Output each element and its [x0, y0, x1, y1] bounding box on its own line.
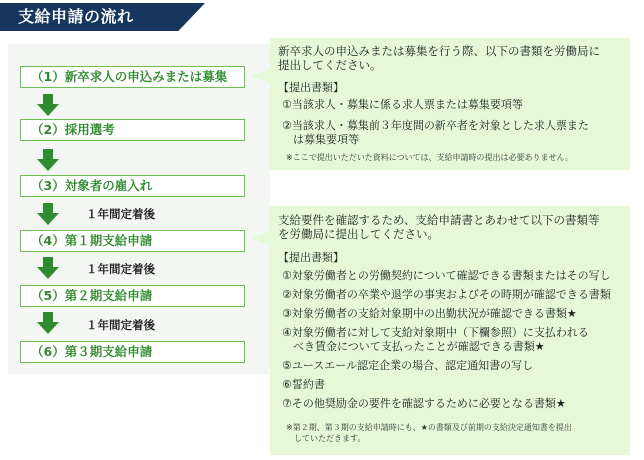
document-item: ④対象労働者に対して支給対象期中（下欄参照）に支払われる	[282, 326, 589, 339]
document-item: ⑥誓約書	[282, 378, 325, 391]
callout-note: ※ここで提出いただいた資料については、支給申請時の提出は必要ありません。	[286, 153, 574, 162]
step-5: （5）第２期支給申請	[20, 285, 245, 307]
document-item: ⑦その他奨励金の要件を確認するために必要となる書類★	[282, 397, 566, 410]
document-item-cont: は募集要項等	[282, 133, 359, 146]
callout-step-4	[270, 206, 630, 455]
document-item: ③対象労働者の支給対象期中の出勤状況が確認できる書類★	[282, 307, 577, 320]
step-4: （4）第１期支給申請	[20, 230, 245, 252]
callout-intro: 新卒求人の申込みまたは募集を行う際、以下の書類を労働局に	[278, 44, 600, 58]
callout-intro: 提出してください。	[278, 58, 382, 72]
document-item: ②当該求人・募集前３年度間の新卒者を対象とした求人票また	[282, 119, 589, 132]
interval-label: １年間定着後	[86, 207, 155, 221]
callout-heading: 【提出書類】	[278, 251, 344, 264]
document-item: ①当該求人・募集に係る求人票または募集要項等	[282, 98, 523, 111]
callout-intro: を労働局に提出してください。	[278, 227, 439, 241]
down-arrow-icon	[37, 257, 59, 279]
down-arrow-icon	[37, 94, 59, 116]
callout-pointer	[252, 230, 270, 246]
document-item: ①対象労働者との労働契約について確認できる書類またはその写し	[282, 269, 611, 282]
step-6: （6）第３期支給申請	[20, 341, 245, 363]
down-arrow-icon	[37, 312, 59, 334]
callout-heading: 【提出書類】	[278, 81, 344, 94]
page-title: 支給申請の流れ	[18, 7, 134, 26]
callout-pointer	[252, 68, 270, 84]
down-arrow-icon	[37, 203, 59, 225]
callout-note: ※第２期、第３期の支給申請時にも、★の書類及び前期の支給決定通知書を提出	[286, 423, 572, 432]
callout-step-1	[270, 38, 630, 170]
callout-note: していただきます。	[286, 434, 366, 443]
callout-intro: 支給要件を確認するため、支給申請書とあわせて以下の書類等	[278, 213, 600, 227]
down-arrow-icon	[37, 149, 59, 171]
step-1: （1）新卒求人の申込みまたは募集	[20, 66, 245, 88]
document-item: ②対象労働者の卒業や退学の事実およびその時期が確認できる書類	[282, 288, 611, 301]
document-item-cont: べき賃金について支払ったことが確認できる書類★	[282, 340, 545, 353]
step-3: （3）対象者の雇入れ	[20, 175, 245, 197]
interval-label: １年間定着後	[86, 318, 155, 332]
step-2: （2）採用選考	[20, 119, 245, 141]
interval-label: １年間定着後	[86, 262, 155, 276]
document-item: ⑤ユースエール認定企業の場合、認定通知書の写し	[282, 359, 534, 372]
